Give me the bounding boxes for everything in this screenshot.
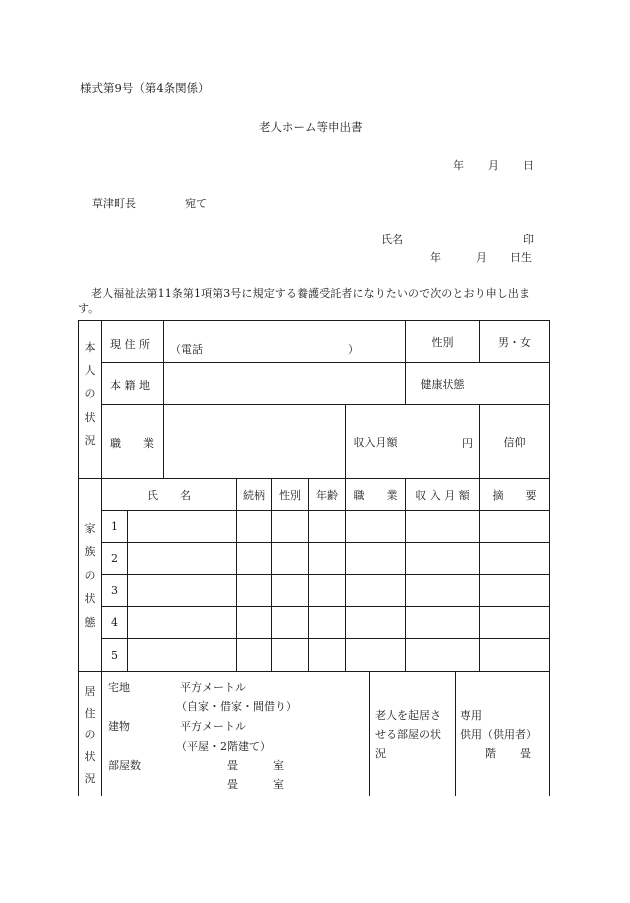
form-number: 様式第9号（第4条関係） (80, 81, 210, 95)
addressee: 草津町長 (92, 197, 136, 210)
family-header-name: 氏 名 (147, 488, 191, 502)
family-header-remarks: 摘 要 (492, 488, 537, 502)
land-ownership-options: （自家・借家・間借り） (176, 700, 297, 713)
building-area-unit: 平方メートル (180, 720, 246, 733)
building-label: 建物 (108, 720, 130, 733)
section-label-residence: 居 住 の 状 況 (84, 684, 96, 786)
occupation-label: 職 業 (110, 437, 154, 450)
addressee-suffix: 宛て (185, 197, 207, 210)
yen-unit: 円 (462, 437, 473, 450)
family-row-number: 4 (111, 616, 118, 629)
mat-unit: 畳 (520, 747, 531, 760)
rooms-label: 部屋数 (108, 759, 141, 772)
exclusive-use-label: 専用 (460, 709, 482, 722)
land-area-unit: 平方メートル (180, 681, 246, 694)
income-label: 収入月額 (353, 435, 398, 449)
health-label: 健康状態 (420, 377, 465, 391)
elder-room-label-line-3: 況 (375, 747, 386, 760)
elder-room-label-line-2: せる部屋の状 (375, 728, 441, 741)
section-label-family: 家 族 の 状 態 (84, 521, 96, 629)
family-row-number: 3 (111, 584, 118, 597)
document-title: 老人ホーム等申出書 (259, 120, 363, 134)
date-day-label: 日 (523, 159, 534, 172)
floor-unit: 階 (485, 747, 496, 760)
phone-close-label: ） (348, 343, 359, 356)
statement-line-1: 老人福祉法第11条第1項第3号に規定する養護受託者になりたいので次のとおり申し出ま (91, 287, 531, 300)
land-label: 宅地 (108, 681, 130, 694)
gender-options: 男・女 (498, 335, 531, 349)
mat-unit: 畳 (227, 759, 238, 772)
address-label: 現 住 所 (110, 338, 150, 351)
religion-label: 信仰 (503, 435, 526, 449)
seal-mark: 印 (523, 233, 534, 246)
birth-year-label: 年 (430, 251, 441, 264)
family-row-number: 5 (111, 648, 118, 662)
applicant-name-label: 氏名 (381, 233, 403, 246)
family-header-relation: 続柄 (243, 488, 265, 502)
birth-month-label: 月 (476, 251, 487, 264)
date-month-label: 月 (488, 159, 499, 172)
building-type-options: （平屋・2階建て） (176, 740, 271, 753)
domicile-label: 本 籍 地 (110, 379, 150, 392)
family-header-gender: 性別 (279, 488, 301, 502)
section-label-personal: 本 人 の 状 況 (84, 341, 96, 447)
gender-label: 性別 (431, 335, 454, 349)
elder-room-label-line-1: 老人を起居さ (375, 709, 441, 722)
room-unit: 室 (273, 759, 284, 772)
statement-line-2: す。 (78, 302, 100, 315)
birth-day-label: 日生 (510, 251, 532, 264)
family-header-occupation: 職 業 (353, 488, 398, 502)
date-year-label: 年 (453, 159, 464, 172)
family-row-number: 1 (111, 520, 118, 533)
room-unit: 室 (273, 778, 284, 791)
shared-use-label: 供用（供用者） (460, 728, 537, 741)
family-row-number: 2 (111, 552, 118, 565)
phone-open-label: （電話 (170, 343, 203, 356)
family-header-age: 年齢 (316, 488, 338, 502)
family-header-income: 収 入 月 額 (415, 488, 470, 502)
mat-unit: 畳 (227, 778, 238, 791)
